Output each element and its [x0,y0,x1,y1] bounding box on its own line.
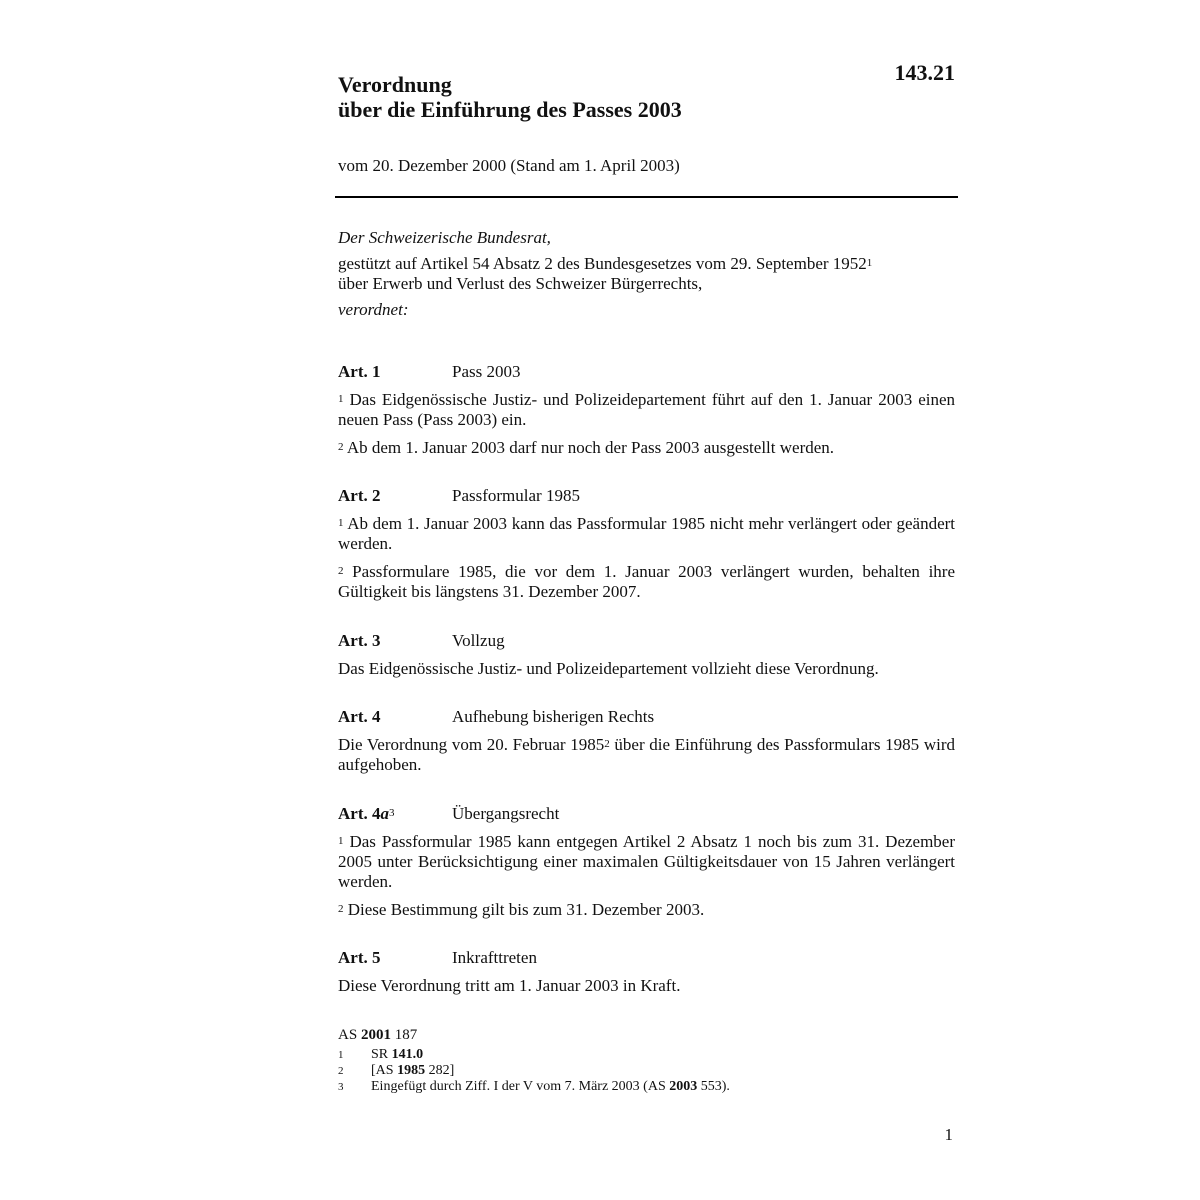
article-number [338,804,452,824]
preamble-authority: Der Schweizerische Bundesrat, [338,228,551,247]
footnote-bold: 141.0 [391,1047,424,1062]
article-heading [338,486,955,506]
article-number: Art. 1 [338,362,381,381]
preamble-basis-text: gestützt auf Artikel 54 Absatz 2 des Bundesgesetzes vom 29. September 1952 [338,254,867,273]
article-4a [338,804,955,920]
footnote-text: 553). [697,1079,730,1094]
footnote-bold: 2003 [669,1079,698,1094]
article-heading [338,631,955,651]
official-source [338,1027,417,1044]
footnote-ref[interactable]: 1 [866,257,873,269]
article-title: Vollzug [452,631,505,650]
paragraph-text: Ab dem 1. Januar 2003 kann das Passformular 1985 nicht mehr verlängert oder geändert werden. [338,514,955,553]
preamble-basis-text-2: über Erwerb und Verlust des Schweizer Bürgerrechts, [338,274,703,293]
paragraph-number: 1 [338,393,344,405]
paragraph-text: Passformulare 1985, die vor dem 1. Januar 2003 verlängert wurden, behalten ihre Gültigkeit bis längstens 31. Dezember 2007. [338,562,956,601]
source-page: 187 [390,1027,418,1043]
source-prefix: AS [338,1027,361,1043]
footnote-text: Eingefügt durch Ziff. I der V vom 7. März 2003 (AS [371,1079,670,1094]
article-4 [338,707,955,775]
article-heading [338,707,955,727]
article-paragraph [338,832,955,892]
paragraph-text: Das Passformular 1985 kann entgegen Artikel 2 Absatz 1 noch bis zum 31. Dezember 2005 unter Berücksichtigung einer maximalen Gültigkeitsdauer von 15 Jahren verlängert werden. [338,832,956,891]
article-paragraph [338,976,955,996]
article-title: Passformular 1985 [452,486,580,505]
paragraph-number: 2 [338,565,344,577]
article-paragraph [338,438,955,458]
footnote-ref[interactable]: 2 [604,738,610,750]
footnote-number: 3 [338,1081,344,1093]
preamble-basis [338,254,955,294]
article-paragraph [338,562,955,602]
article-paragraph [338,659,955,679]
article-2 [338,486,955,602]
paragraph-text: Das Eidgenössische Justiz- und Polizeidepartement vollzieht diese Verordnung. [338,659,879,678]
document-title [338,72,682,122]
article-title: Pass 2003 [452,362,521,381]
article-number-base: Art. 4 [338,804,381,823]
article-title: Aufhebung bisherigen Rechts [452,707,655,726]
footnote-item [338,1047,730,1063]
paragraph-number: 1 [338,517,344,529]
preamble [338,228,955,320]
footnote-text: SR [371,1047,392,1062]
article-paragraph [338,514,955,554]
article-heading [338,804,955,824]
document-page [338,0,955,1200]
article-paragraph [338,390,955,430]
footnotes [338,1047,730,1095]
title-divider [335,196,958,198]
footnote-item [338,1079,730,1095]
paragraph-text: Die Verordnung vom 20. Februar 1985 [338,735,605,754]
footnote-number: 1 [338,1049,344,1061]
paragraph-text: Ab dem 1. Januar 2003 darf nur noch der Pass 2003 ausgestellt werden. [346,438,835,457]
article-number: Art. 4 [338,707,381,726]
article-number-suffix: a [380,804,389,823]
title-line-2: über die Einführung des Passes 2003 [338,97,682,122]
paragraph-number: 1 [338,835,344,847]
page-number: 1 [944,1125,953,1144]
article-1 [338,362,955,458]
article-number: Art. 5 [338,948,381,967]
footnote-item [338,1063,730,1079]
article-number: Art. 3 [338,631,381,650]
footnote-ref[interactable]: 3 [388,807,395,819]
paragraph-text: Das Eidgenössische Justiz- und Polizeidepartement führt auf den 1. Januar 2003 einen neuen Pass (Pass 2003) ein. [338,390,956,429]
paragraph-number: 2 [338,441,344,453]
article-paragraph [338,735,955,775]
paragraph-text: Diese Verordnung tritt am 1. Januar 2003 in Kraft. [338,976,681,995]
source-year: 2001 [360,1027,391,1043]
paragraph-number: 2 [338,903,344,915]
date-line: vom 20. Dezember 2000 (Stand am 1. April 2003) [338,156,680,175]
paragraph-text: Diese Bestimmung gilt bis zum 31. Dezember 2003. [347,900,705,919]
footnote-number: 2 [338,1065,344,1077]
article-title: Übergangsrecht [452,804,560,823]
footnote-text: [AS [371,1063,398,1078]
footnote-bold: 1985 [397,1063,426,1078]
article-number: Art. 2 [338,486,381,505]
article-5 [338,948,955,996]
sr-number: 143.21 [894,60,955,85]
article-paragraph [338,900,955,920]
title-line-1: Verordnung [338,72,452,97]
article-3 [338,631,955,679]
article-heading [338,362,955,382]
footnote-text: 282] [425,1063,455,1078]
article-heading [338,948,955,968]
paragraph-text: über die Einführung des Passformulars 1985 wird aufgehoben. [338,735,955,774]
article-title: Inkrafttreten [452,948,537,967]
preamble-decree: verordnet: [338,300,409,319]
